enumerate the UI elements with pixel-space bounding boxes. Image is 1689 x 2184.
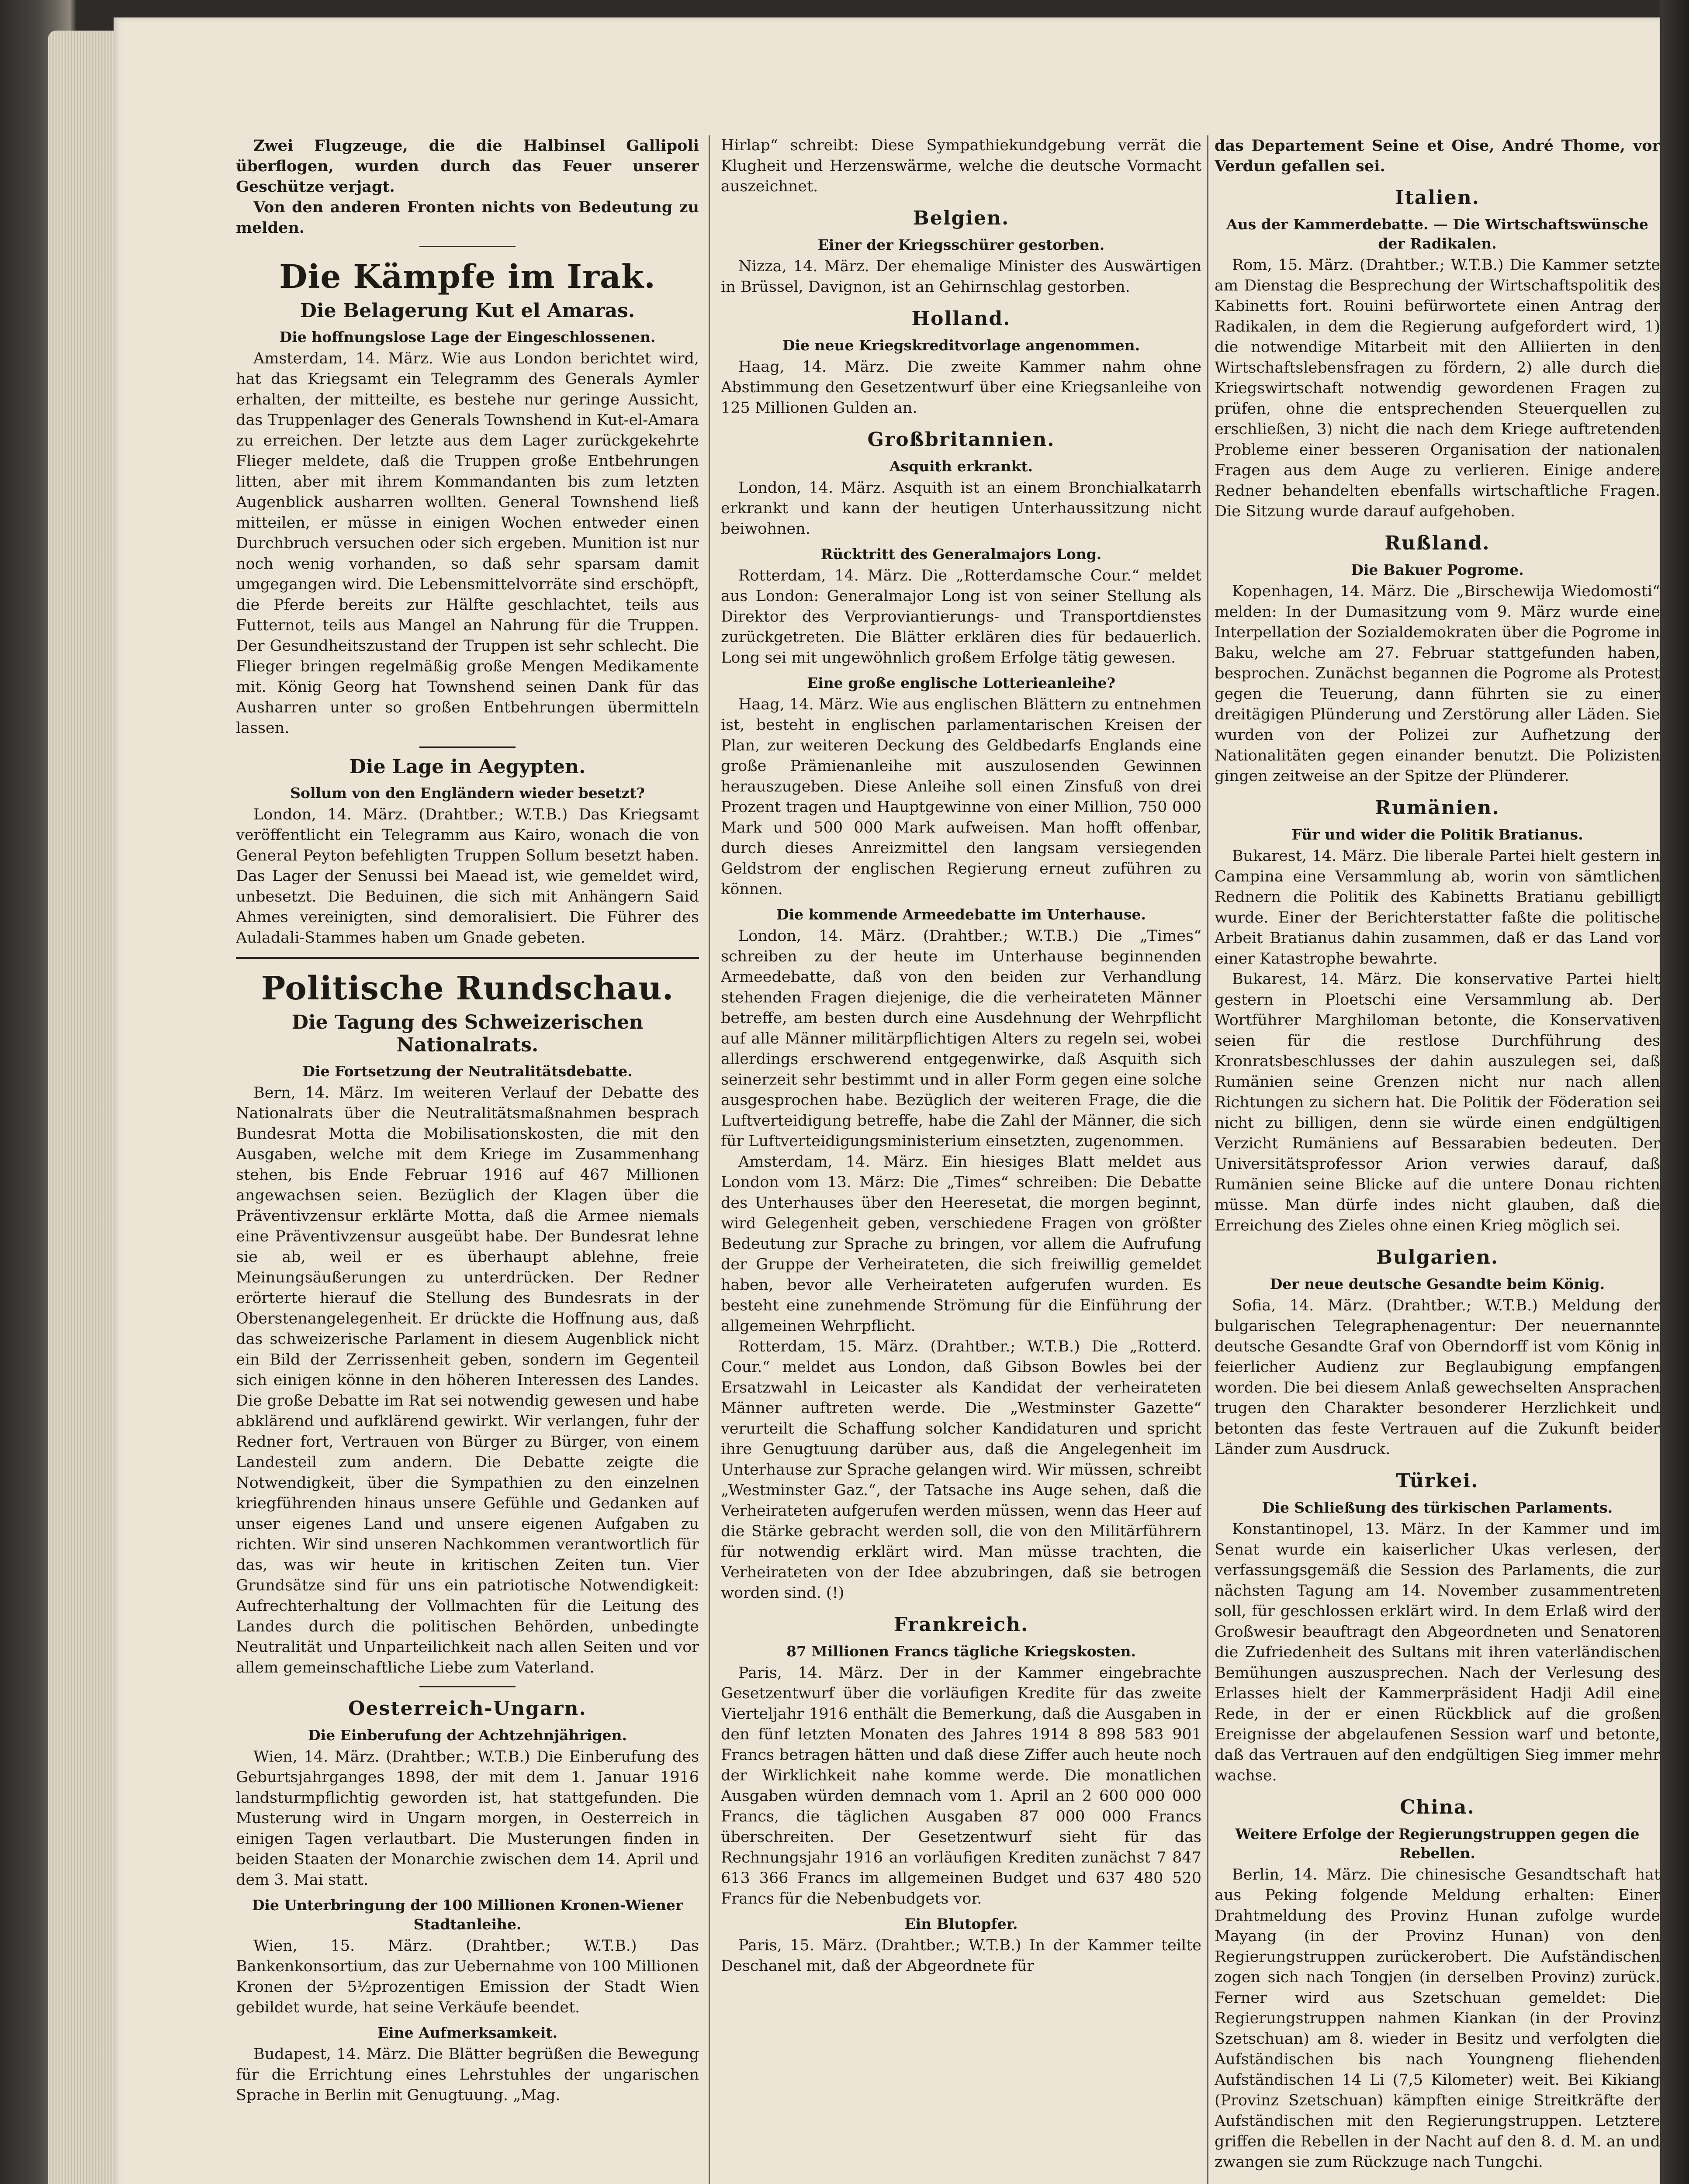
paragraph: Kopenhagen, 14. März. Die „Birschewija Wiedomosti“ melden: In der Dumasitzung vom 9. März wurde eine Interpellation der Sozialdemokraten über die Pogrome in Baku, welche am 27. Februar stattgefunden haben, besprochen. Zunächst begannen die Pogrome als Protest gegen die Teuerung, dann führten sie zu einer dreitägigen Plünderung und Zerstörung aller Läden. Sie wurden von der Polizei zur Aufhetzung der Nationalitäten gegen einander benutzt. Die Polizisten gingen zeitweise an der Spitze der Plünderer. [1215,583,1660,785]
article-headline: Die hoffnungslose Lage der Eingeschlossenen. [279,328,656,346]
paragraph: Rotterdam, 14. März. Die „Rotterdamsche Cour.“ meldet aus London: Generalmajor Long ist von seiner Stellung als Direktor des Verproviantierungs- und Transportdienstes zurückgetreten. Die Blätter erklären dies für bedauerlich. Long sei mit ungewöhnlich großem Erfolge tätig gewesen. [721,567,1201,667]
country-heading: Holland. [911,308,1011,330]
article-headline: Die kommende Armeedebatte im Unterhause. [776,906,1146,923]
article-headline: Die Einberufung der Achtzehnjährigen. [308,1727,627,1744]
country-heading: China. [1400,1796,1475,1818]
paragraph: London, 14. März. Asquith ist an einem Bronchialkatarrh erkrankt und kann der heutigen Unterhaussitzung nicht beiwohnen. [721,479,1201,538]
section-title: Politische Rundschau. [261,970,674,1007]
country-heading: Rußland. [1384,532,1490,554]
article-headline: Weitere Erfolge der Regierungstruppen gegen die Rebellen. [1235,1825,1640,1862]
paragraph: Zwei Flugzeuge, die die Halbinsel Gallipoli überflogen, wurden durch das Feuer unserer Geschütze verjagt. [236,137,699,196]
paragraph: Amsterdam, 14. März. Ein hiesiges Blatt meldet aus London vom 13. März: Die „Times“ schreiben: Die Debatte des Unterhauses über den Heeresetat, die morgen beginnt, wird Gelegenheit geben, verschiedene Fragen von größter Bedeutung zur Sprache zu bringen, vor allem die Aufrufung der Gruppe der Verheirateten, die sich freiwillig gemeldet haben, bevor alle Verheirateten aufgerufen wurden. Es besteht eine zunehmende Strömung für die Einführung der allgemeinen Wehrpflicht. [721,1153,1201,1335]
country-heading: Großbritannien. [867,429,1055,451]
separator [419,746,516,748]
paragraph: das Departement Seine et Oise, André Thome, vor Verdun gefallen sei. [1215,137,1660,175]
paragraph: Amsterdam, 14. März. Wie aus London berichtet wird, hat das Kriegsamt ein Telegramm des Generals Aymler erhalten, der mitteilte, es bestehe nur geringe Aussicht, das Truppenlager des Generals Townshend in Kut-el-Amara zu erreichen. Der letzte aus dem Lager zurückgekehrte Flieger meldete, daß die Truppen große Entbehrungen litten, aber mit ihrem Kommandanten bis zum letzten Augenblick ausharren wollten. General Townshend ließ mitteilen, er müsse in einigen Wochen entweder einen Durchbruch versuchen oder sich ergeben. Munition ist nur noch wenig vorhanden, so daß sehr sparsam damit umgegangen wird. Die Lebensmittelvorräte sind erschöpft, die Pferde bereits zur Hälfte geschlachtet, teils aus Futternot, teils aus Mangel an Nahrung für die Truppen. Der Gesundheitszustand der Truppen ist sehr schlecht. Die Flieger bringen regelmäßig große Mengen Medikamente mit. König Georg hat Townshend seinen Dank für das Ausharren unter so großen Entbehrungen übermitteln lassen. [236,350,699,737]
section-title: Die Kämpfe im Irak. [279,258,656,296]
section-title: Die Lage in Aegypten. [349,756,586,778]
article-headline: Die Schließung des türkischen Parlaments. [1262,1499,1613,1516]
article-headline: Für und wider die Politik Bratianus. [1291,826,1583,843]
separator [236,957,699,959]
paragraph: Haag, 14. März. Wie aus englischen Blättern zu entnehmen ist, besteht in englischen parlamentarischen Kreisen der Plan, zur weiteren Deckung des Geldbedarfs Englands eine große Prämienanleihe mit auszulosenden Gewinnen herauszugeben. Diese Anleihe soll einen Zinsfuß von drei Prozent tragen und Hauptgewinne von einer Million, 750 000 Mark und 500 000 Mark aufweisen. Man hofft offenbar, durch dieses Anreizmittel den langsam versiegenden Geldstrom der englischen Regierung erneut zuführen zu können. [721,696,1201,898]
article-headline: Einer der Kriegsschürer gestorben. [817,236,1105,253]
right-margin-strip [1660,0,1689,2184]
country-heading: Frankreich. [893,1614,1029,1636]
country-heading: Türkei. [1396,1470,1479,1492]
paragraph: Nizza, 14. März. Der ehemalige Minister des Auswärtigen in Brüssel, Davignon, ist an Gehirnschlag gestorben. [721,258,1201,296]
article-headline: Eine Aufmerksamkeit. [377,2024,558,2041]
article-headline: 87 Millionen Francs tägliche Kriegskosten. [786,1643,1136,1660]
column-3 [1215,135,1660,2184]
column-divider [1207,135,1208,2184]
country-heading: Bulgarien. [1376,1246,1499,1268]
paragraph: Rotterdam, 15. März. (Drahtber.; W.T.B.) Die „Rotterd. Cour.“ meldet aus London, daß Gibson Bowles bei der Ersatzwahl in Leicaster als Kandidat der verheirateten Männer auftreten werde. Die „Westminster Gazette“ verurteilt die Schaffung solcher Kandidaturen und spricht ihre Genugtuung darüber aus, daß die Angelegenheit im Unterhause zur Sprache gelangen wird. Wir müssen, schreibt „Westminster Gaz.“, der Tatsache ins Auge sehen, daß die Verheirateten aufgerufen werden müssen, wenn das Heer auf die Stärke gebracht werden soll, die von den Militärführern für notwendig erklärt wird. Man müsse trachten, die Verheirateten von der Idee abzubringen, daß sie betrogen worden sind. (!) [721,1338,1201,1602]
paragraph: Bukarest, 14. März. Die konservative Partei hielt gestern in Ploetschi eine Versammlung ab. Der Wortführer Marghiloman betonte, die Konservativen seien für die restlose Durchführung des Kronratsbeschlusses der dahin auszulegen sei, daß Rumänien seine Grenzen nicht nur nach allen Richtungen zu sichern hat. Die Politik der Föderation sei nicht zu billigen, denn sie würde einen endgültigen Verzicht Rumäniens auf Bessarabien bedeuten. Der Universitätsprofessor Arion verwies darauf, daß Rumänien seine Blicke auf die untere Donau richten müsse. Man dürfe indes nicht glauben, daß die Erreichung des Zieles ohne einen Krieg möglich sei. [1215,971,1660,1234]
paragraph: Paris, 15. März. (Drahtber.; W.T.B.) In der Kammer teilte Deschanel mit, daß der Abgeordnete für [721,1937,1201,1975]
paragraph: Paris, 14. März. Der in der Kammer eingebrachte Gesetzentwurf über die vorläufigen Kredite für das zweite Vierteljahr 1916 enthält die Bemerkung, daß die Ausgaben in den fünf letzten Monaten des Jahres 1914 8 898 583 901 Francs betragen hätten und daß diese Ziffer auch heute noch der Wirklichkeit nahe komme werde. Die monatlichen Ausgaben würden demnach vom 1. April an 2 600 000 000 Francs, die täglichen Ausgaben 87 000 000 Francs überschreiten. Der Gesetzentwurf sieht für das Rechnungsjahr 1916 an vorläufigen Krediten zunächst 7 847 613 366 Francs im allgemeinen Budget und 637 480 520 Francs für die Nebenbudgets vor. [721,1664,1201,1908]
paragraph: Hirlap“ schreibt: Diese Sympathiekundgebung verrät die Klugheit und Herzenswärme, welche die deutsche Vormacht auszeichnet. [721,137,1201,195]
paragraph: Bukarest, 14. März. Die liberale Partei hielt gestern in Campina eine Versammlung ab, worin von sämtlichen Rednern die Politik des Kabinetts Bratianu gebilligt wurde. Einer der Berichterstatter faßte die politische Arbeit Bratianus dahin zusammen, daß er das Land vor einer Katastrophe bewahrte. [1215,847,1660,968]
paragraph: Bern, 14. März. Im weiteren Verlauf der Debatte des Nationalrats über die Neutralitätsmaßnahmen besprach Bundesrat Motta die Mobilisationskosten, die mit den Ausgaben, welche mit dem Kriege im Zusammenhang stehen, bis Ende Februar 1916 auf 467 Millionen angewachsen seien. Bezüglich der Klagen über die Präventivzensur erklärte Motta, daß die Armee niemals eine Präventivzensur ausgeübt habe. Der Bundesrat lehne sie ab, weil er es überhaupt ablehne, freie Meinungsäußerungen zu unterdrücken. Der Redner erörterte hierauf die Stellung des Bundesrats in der Oberstenangelegenheit. Er drückte die Hoffnung aus, daß das schweizerische Parlament in diesem Augenblick nicht ein Bild der Zerrissenheit geben, sondern im Gegenteil sich einigen könne in den höheren Interessen des Landes. Die große Debatte im Rat sei notwendig gewesen und habe abklärend und aufklärend gewirkt. Wir verlangen, fuhr der Redner fort, Vertrauen von Bürger zu Bürger, von einem Landesteil zum andern. Die Debatte zeigte die Notwendigkeit, über die Sympathien zu den einzelnen kriegführenden hinaus unsere Gefühle und Gedanken auf unser eigenes Land und unsere eigenen Aufgaben zu richten. Wir sind unseren Nachkommen verantwortlich für das, was wir heute in kritischen Zeiten tun. Vier Grundsätze sind für uns ein patriotische Notwendigkeit: Aufrechterhaltung der Vollmachten für die Leitung des Landes durch die politischen Behörden, unbedingte Neutralität und Unparteilichkeit nach allen Seiten und vor allem gemeinschaftliche Liebe zum Vaterland. [236,1084,699,1676]
paragraph: Sofia, 14. März. (Drahtber.; W.T.B.) Meldung der bulgarischen Telegraphenagentur: Der neuernannte deutsche Gesandte Graf von Oberndorff ist vom König in feierlicher Audienz zur Beglaubigung empfangen worden. Die bei diesem Anlaß gewechselten Ansprachen trugen den Charakter besonderer Herzlichkeit und betonten das feste Vertrauen auf die Zukunft beider Länder zum Ausdruck. [1215,1297,1660,1458]
paragraph: Berlin, 14. März. Die chinesische Gesandtschaft hat aus Peking folgende Meldung erhalten: Einer Drahtmeldung des Provinz Hunan zufolge wurde Mayang (in der Provinz Hunan) von den Regierungstruppen zurückerobert. Die Aufständischen zogen sich nach Tongjen (in derselben Provinz) zurück. Ferner wird aus Szetschuan gemeldet: Die Regierungstruppen nahmen Kiankan (in der Provinz Szetschuan) am 8. wieder in Besitz und verfolgten die Aufständischen bis nach Youngneng fliehenden Aufständischen 14 Li (7,5 Kilometer) weit. Bei Kikiang (Provinz Szetschuan) kämpften einige Streitkräfte der Aufständischen mit den Regierungstruppen. Letztere griffen die Rebellen in der Nacht auf den 8. d. M. an und zwangen sie zum Rückzuge nach Tungchi. [1215,1866,1660,2171]
article-headline: Aus der Kammerdebatte. — Die Wirtschaftswünsche der Radikalen. [1226,216,1648,252]
article-headline: Die Bakuer Pogrome. [1351,561,1524,578]
separator [419,246,516,247]
column-divider [709,135,710,2184]
article-headline: Der neue deutsche Gesandte beim König. [1270,1275,1605,1292]
article-headline: Asquith erkrankt. [889,458,1033,475]
paragraph: Von den anderen Fronten nichts von Bedeutung zu melden. [236,198,699,237]
section-subtitle: Die Tagung des Schweizerischen Nationalrats. [291,1011,644,1056]
article-headline: Sollum von den Engländern wieder besetzt? [290,784,645,802]
country-heading: Oesterreich-Ungarn. [348,1697,587,1720]
paragraph: Budapest, 14. März. Die Blätter begrüßen die Bewegung für die Errichtung eines Lehrstuhles der ungarischen Sprache in Berlin mit Genugtuung. „Mag. [236,2046,699,2104]
paragraph: Wien, 15. März. (Drahtber.; W.T.B.) Das Bankenkonsortium, das zur Uebernahme von 100 Millionen Kronen der 5½prozentigen Emission der Stadt Wien gebildet wurde, hat seine Verkäufe beendet. [236,1937,699,2016]
paragraph: London, 14. März. (Drahtber.; W.T.B.) Die „Times“ schreiben zu der heute im Unterhause beginnenden Armeedebatte, daß von den beiden zur Verhandlung stehenden Fragen diejenige, die die verheirateten Männer betreffe, am besten durch eine Ausdehnung der Wehrpflicht auf alle Männer militärpflichtigen Alters zu regeln sei, wobei allerdings erschwerend entgegenwirke, daß Asquith sich seinerzeit sehr bestimmt und in aller Form gegen eine solche ausgesprochen habe. Bezüglich der weiteren Frage, die die Luftverteidigung betreffe, habe die Zahl der Männer, die sich für Luftverteidigungsministerium einsetzten, zugenommen. [721,927,1201,1150]
paragraph: London, 14. März. (Drahtber.; W.T.B.) Das Kriegsamt veröffentlicht ein Telegramm aus Kairo, wonach die von General Peyton befehligten Truppen Sollum besetzt haben. Das Lager der Senussi bei Maead ist, wie gemeldet wird, unbesetzt. Die Beduinen, die sich mit Anhängern Said Ahmes vereinigten, sind demoralisiert. Die Führer des Auladali-Stammes haben um Gnade gebeten. [236,806,699,947]
article-headline: Eine große englische Lotterieanleihe? [807,674,1115,691]
country-heading: Rumänien. [1375,797,1500,819]
article-headline: Die Fortsetzung der Neutralitätsdebatte. [302,1063,633,1080]
country-heading: Italien. [1395,187,1480,209]
paragraph: Konstantinopel, 13. März. In der Kammer und im Senat wurde ein kaiserlicher Ukas verlesen, der verfassungsgemäß die Session des Parlaments, die zur nächsten Tagung am 14. November zusammentreten soll, für geschlossen erklärt wird. In dem Erlaß wird der Großwesir beauftragt den Abgeordneten und Senatoren die Zufriedenheit des Sultans mit ihren vaterländischen Bemühungen auszusprechen. Nach der Verlesung des Erlasses hielt der Kammerpräsident Hadji Adil eine Rede, in der er einen Rückblick auf die großen Ereignisse der abgelaufenen Session warf und betonte, daß das Vertrauen auf den endgültigen Sieg immer mehr wachse. [1215,1521,1660,1784]
section-subtitle: Die Belagerung Kut el Amaras. [300,300,635,322]
article-headline: Die neue Kriegskreditvorlage angenommen. [782,337,1140,354]
paragraph: Rom, 15. März. (Drahtber.; W.T.B.) Die Kammer setzte am Dienstag die Besprechung der Wirtschaftspolitik des Kabinetts fort. Rouini befürwortete einen Antrag der Radikalen, in dem die Regierung aufgefordert wird, 1) die notwendige Mitarbeit mit den Alliierten in den Wirtschaftslebensfragen zu fördern, 2) alle durch die Kriegswirtschaft notwendig gewordenen Fragen zu prüfen, ohne die entsprechenden Steuerquellen zu erschließen, 3) nicht die nach dem Kriege auftretenden Probleme einer besseren Organisation der nationalen Fragen aus dem Auge zu verlieren. Einige andere Redner behandelten ebenfalls wirtschaftliche Fragen. Die Sitzung wurde darauf aufgehoben. [1215,256,1660,520]
separator [419,1686,516,1687]
column-1 [236,135,699,2184]
article-headline: Ein Blutopfer. [904,1915,1018,1932]
article-headline: Rücktritt des Generalmajors Long. [820,546,1102,563]
paragraph: Haag, 14. März. Die zweite Kammer nahm ohne Abstimmung den Gesetzentwurf über eine Kriegsanleihe von 125 Millionen Gulden an. [721,358,1201,417]
article-headline: Die Unterbringung der 100 Millionen Kronen-Wiener Stadtanleihe. [252,1897,683,1933]
column-2 [721,135,1201,2184]
country-heading: Belgien. [913,207,1010,229]
paragraph: Wien, 14. März. (Drahtber.; W.T.B.) Die Einberufung des Geburtsjahrganges 1898, der mit dem 1. Januar 1916 landsturmpflichtig geworden ist, hat stattgefunden. Die Musterung wird in Ungarn morgen, in Oesterreich in einigen Tagen verlautbart. Die Musterungen finden in beiden Staaten der Monarchie zwischen dem 14. April und dem 3. Mai statt. [236,1748,699,1889]
